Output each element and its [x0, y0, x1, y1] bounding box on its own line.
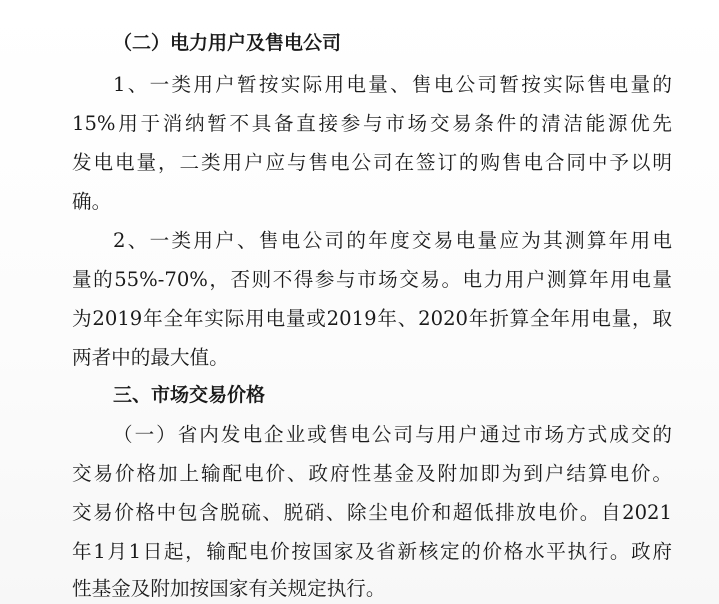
paragraph-line: 确。 — [72, 190, 112, 213]
paragraph-line: （一）省内发电企业或售电公司与用户通过市场方式成交的 — [113, 423, 672, 446]
paragraph-line: 交易价格中包含脱硫、脱硝、除尘电价和超低排放电价。自2021 — [72, 501, 672, 524]
section-heading-market-price: 三、市场交易价格 — [113, 384, 266, 406]
section-heading-power-users: （二）电力用户及售电公司 — [113, 32, 342, 54]
paragraph-line: 发电电量，二类用户应与售电公司在签订的购售电合同中予以明 — [72, 151, 672, 174]
paragraph-line: 交易价格加上输配电价、政府性基金及附加即为到户结算电价。 — [72, 462, 672, 485]
paragraph-line: 为2019年全年实际用电量或2019年、2020年折算全年用电量，取 — [72, 307, 672, 330]
paragraph-line: 性基金及附加按国家有关规定执行。 — [72, 577, 386, 600]
paragraph-line: 量的55%-70%，否则不得参与市场交易。电力用户测算年用电量 — [72, 268, 672, 291]
paragraph-line: 两者中的最大值。 — [72, 346, 229, 369]
paragraph-line: 2、一类用户、售电公司的年度交易电量应为其测算年用电 — [113, 229, 672, 252]
paragraph-line: 1、一类用户暂按实际用电量、售电公司暂按实际售电量的 — [113, 73, 672, 96]
paragraph-line: 年1月1日起，输配电价按国家及省新核定的价格水平执行。政府 — [72, 540, 672, 563]
paragraph-line: 15%用于消纳暂不具备直接参与市场交易条件的清洁能源优先 — [72, 112, 672, 135]
